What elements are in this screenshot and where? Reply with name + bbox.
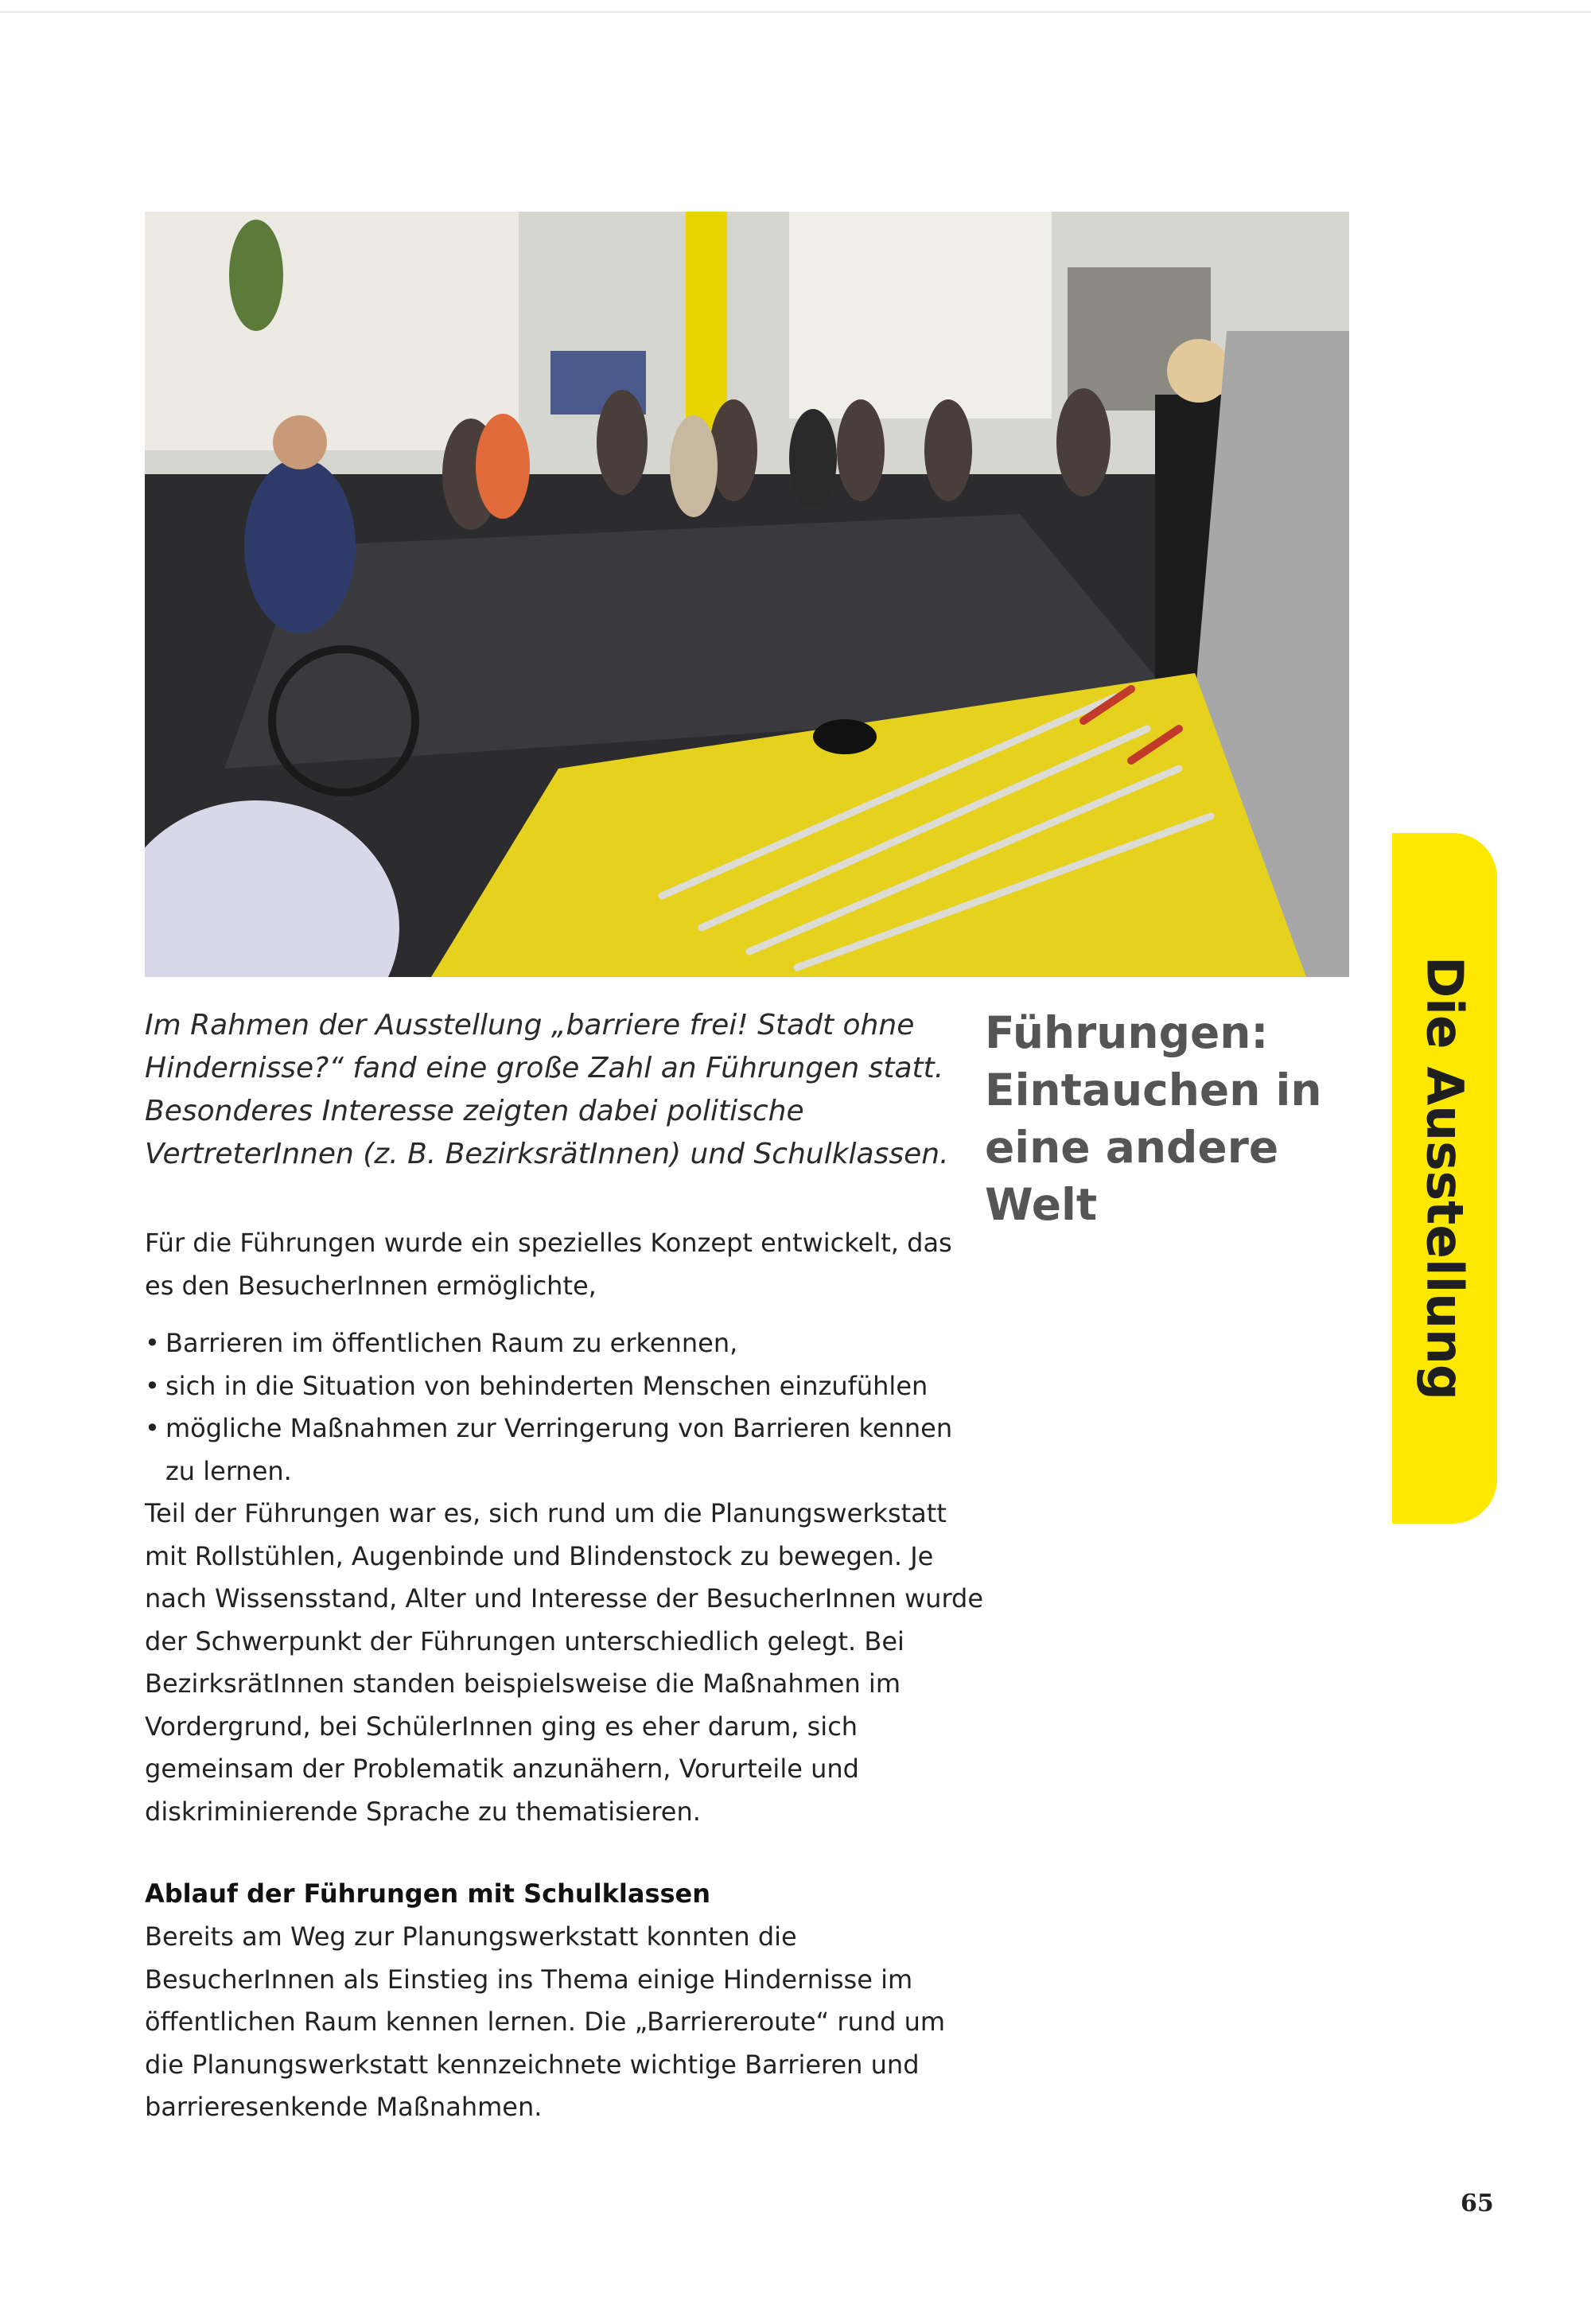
photo-caption: Im Rahmen der Ausstellung „barriere frei! Stadt ohne Hindernisse?“ fand eine große Zahl an Führungen statt. Besonderes Interesse zeigten dabei politische VertreterInnen (z. B. BezirksrätInnen) und Schulklassen.: [145, 1009, 949, 1170]
goals-list: [145, 1322, 988, 1493]
group-tour-photo: [145, 212, 1349, 977]
top-edge-line: [0, 11, 1591, 13]
page-number: 65: [1461, 2190, 1494, 2217]
chapter-label: Die Ausstellung: [1415, 956, 1474, 1400]
page-title: Führungen: Eintauchen in eine andere Welt: [985, 1007, 1322, 1230]
intro-paragraph: Für die Führungen wurde ein spezielles Konzept entwickelt, das es den BesucherInnen ermöglichte,: [145, 1228, 952, 1301]
tour-paragraph: Teil der Führungen war es, sich rund um die Planungswerkstatt mit Rollstühlen, Augenbinde und Blindenstock zu bewegen. Je nach Wissensstand, Alter und Interesse der BesucherInnen wurde der Schwerpunkt der Führungen unterschiedlich gelegt. Bei BezirksrätInnen standen beispielsweise die Maßnahmen im Vordergrund, bei SchülerInnen ging es eher darum, sich gemeinsam der Problematik anzunähern, Vorurteile und diskriminierende Sprache zu thematisieren.: [145, 1498, 984, 1827]
list-item: • Barrieren im öffentlichen Raum zu erkennen,: [145, 1322, 988, 1365]
chapter-side-tab: [1392, 833, 1497, 1524]
list-item: • mögliche Maßnahmen zur Verringerung von Barrieren kennen zu lernen.: [145, 1407, 988, 1493]
list-item: • sich in die Situation von behinderten Menschen einzufühlen: [145, 1365, 988, 1408]
section-heading: Ablauf der Führungen mit Schulklassen: [145, 1878, 711, 1909]
school-tour-paragraph: Bereits am Weg zur Planungswerkstatt konnten die BesucherInnen als Einstieg ins Thema einige Hindernisse im öffentlichen Raum kennen lernen. Die „Barriereroute“ rund um die Planungswerkstatt kennzeichnete wichtige Barrieren und barrieresenkende Maßnahmen.: [145, 1921, 946, 2122]
